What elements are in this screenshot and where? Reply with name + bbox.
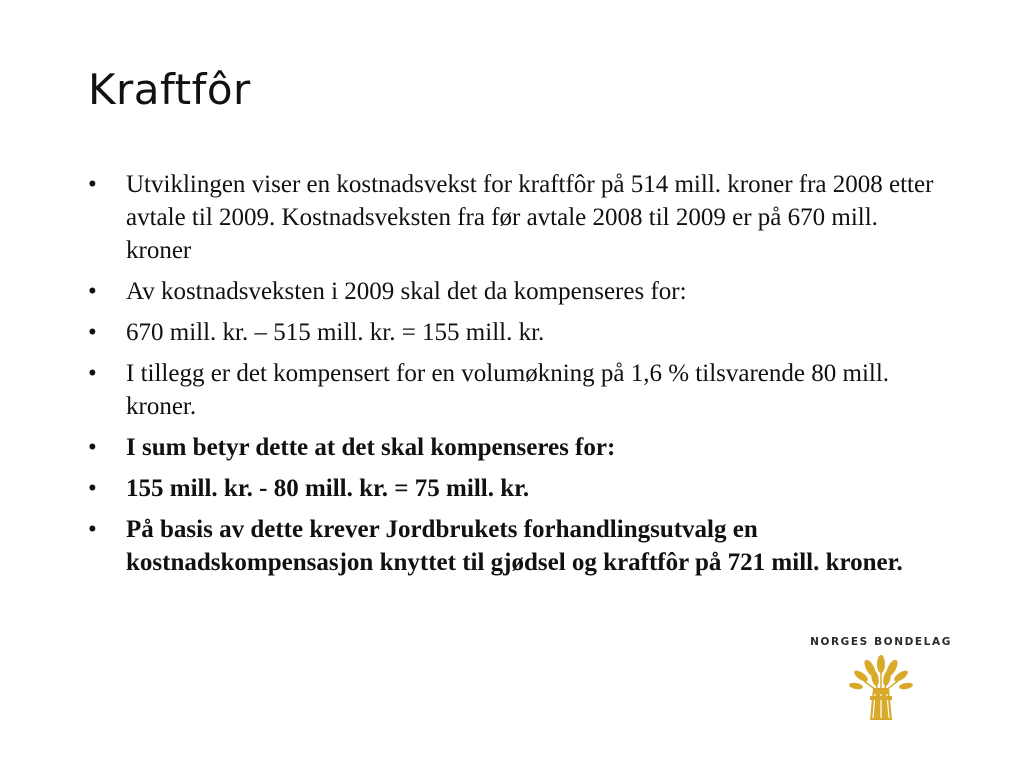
logo-wordmark: NORGES BONDELAG xyxy=(810,636,952,648)
bullet-item xyxy=(88,316,948,349)
bullet-item xyxy=(88,275,948,308)
bullet-list xyxy=(88,168,948,587)
bullet-marker: • xyxy=(88,434,97,461)
bullet-text: 155 mill. kr. - 80 mill. kr. = 75 mill. kr. xyxy=(126,475,530,502)
bullet-text: Av kostnadsveksten i 2009 skal det da kompenseres for: xyxy=(126,278,687,305)
bullet-text: I tillegg er det kompensert for en volumøkning på 1,6 % tilsvarende 80 mill. kroner. xyxy=(126,360,890,420)
bullet-item xyxy=(88,431,948,464)
wheat-sheaf-icon xyxy=(848,654,914,722)
bullet-marker: • xyxy=(88,171,97,198)
bullet-item xyxy=(88,472,948,505)
bullet-text: På basis av dette krever Jordbrukets forhandlingsutvalg en kostnadskompensasjon knyttet til gjødsel og kraftfôr på 721 mill. kroner. xyxy=(126,516,903,576)
bullet-marker: • xyxy=(88,475,97,502)
bullet-marker: • xyxy=(88,360,97,387)
bullet-item xyxy=(88,513,948,579)
slide-title: Kraftfôr xyxy=(88,65,251,114)
bullet-text: Utviklingen viser en kostnadsvekst for kraftfôr på 514 mill. kroner fra 2008 etter avtale til 2009. Kostnadsveksten fra før avtale 2008 til 2009 er på 670 mill. kroner xyxy=(126,171,934,264)
bullet-item xyxy=(88,357,948,423)
bullet-marker: • xyxy=(88,319,97,346)
bullet-marker: • xyxy=(88,516,97,543)
bullet-text: I sum betyr dette at det skal kompenseres for: xyxy=(126,434,616,461)
bullet-item xyxy=(88,168,948,267)
bullet-marker: • xyxy=(88,278,97,305)
norges-bondelag-logo xyxy=(808,636,954,726)
bullet-text: 670 mill. kr. – 515 mill. kr. = 155 mill. kr. xyxy=(126,319,545,346)
